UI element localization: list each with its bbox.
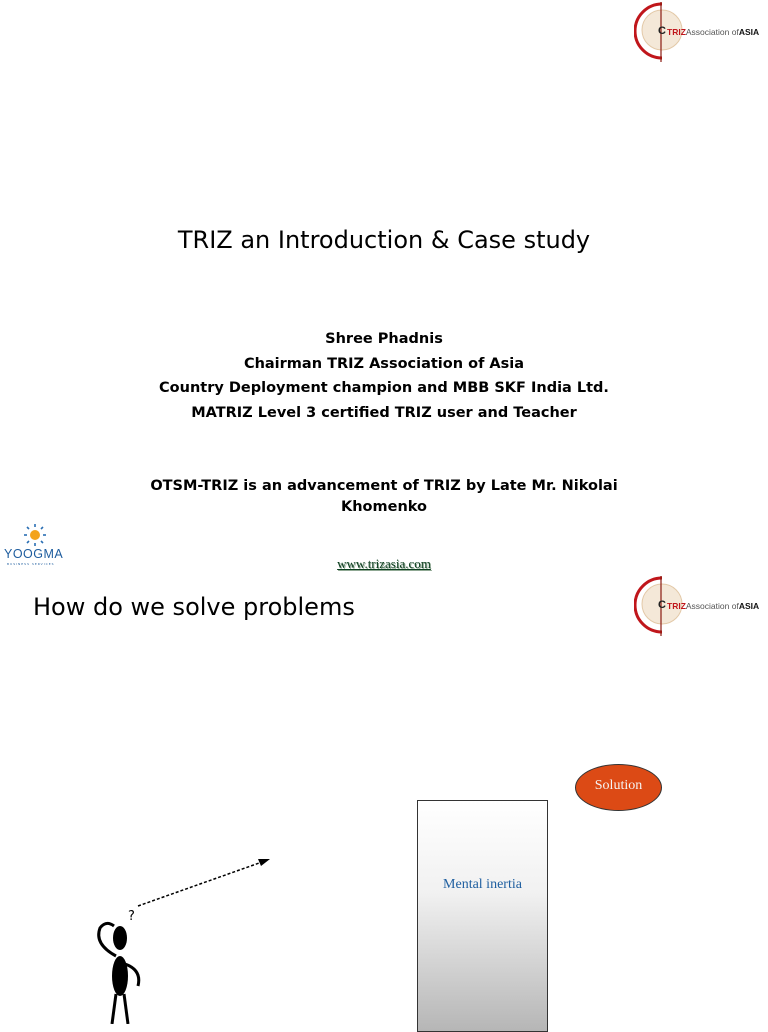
- logo-triz: TRIZ: [667, 27, 686, 37]
- slide-title: How do we solve problems: [33, 593, 355, 621]
- logo-text: [667, 27, 759, 37]
- logo-association: Association of: [685, 27, 739, 37]
- yoogma-name: YOOGMA: [4, 547, 64, 561]
- author-role: Chairman TRIZ Association of Asia: [243, 355, 525, 372]
- otsm-note: OTSM-TRIZ is an advancement of TRIZ by Late Mr. Nikolai Khomenko: [150, 478, 618, 515]
- logo-letter: C: [658, 599, 666, 611]
- mental-inertia-wall: [417, 800, 548, 1032]
- arrow-head-icon: [258, 859, 270, 866]
- dashed-arrow: [138, 862, 262, 906]
- question-mark: ?: [128, 909, 135, 924]
- solution-ellipse: [575, 764, 662, 811]
- triz-asia-logo: [634, 574, 764, 638]
- triz-asia-logo: [634, 0, 764, 64]
- logo-asia: ASIA: [738, 601, 760, 611]
- problem-slide: [0, 586, 768, 1024]
- logo-triz: TRIZ: [667, 601, 686, 611]
- mental-inertia-label: Mental inertia: [443, 877, 522, 892]
- author-name: Shree Phadnis: [325, 331, 443, 347]
- logo-association: Association of: [685, 601, 739, 611]
- author-block: [0, 327, 768, 425]
- website-link[interactable]: www.trizasia.com: [337, 556, 431, 571]
- logo-asia: ASIA: [738, 27, 760, 37]
- logo-letter: C: [658, 25, 666, 37]
- solution-label: Solution: [594, 778, 643, 793]
- slide-title: TRIZ an Introduction & Case study: [177, 226, 591, 254]
- sun-icon: [2, 521, 70, 547]
- author-deployment: Country Deployment champion and MBB SKF India Ltd.: [159, 380, 609, 396]
- yoogma-tagline: BUSINESS SERVICES: [7, 562, 55, 566]
- thinking-person-figure: [80, 844, 280, 1024]
- logo-text: [667, 601, 759, 611]
- author-certification: MATRIZ Level 3 certified TRIZ user and Teacher: [191, 404, 577, 421]
